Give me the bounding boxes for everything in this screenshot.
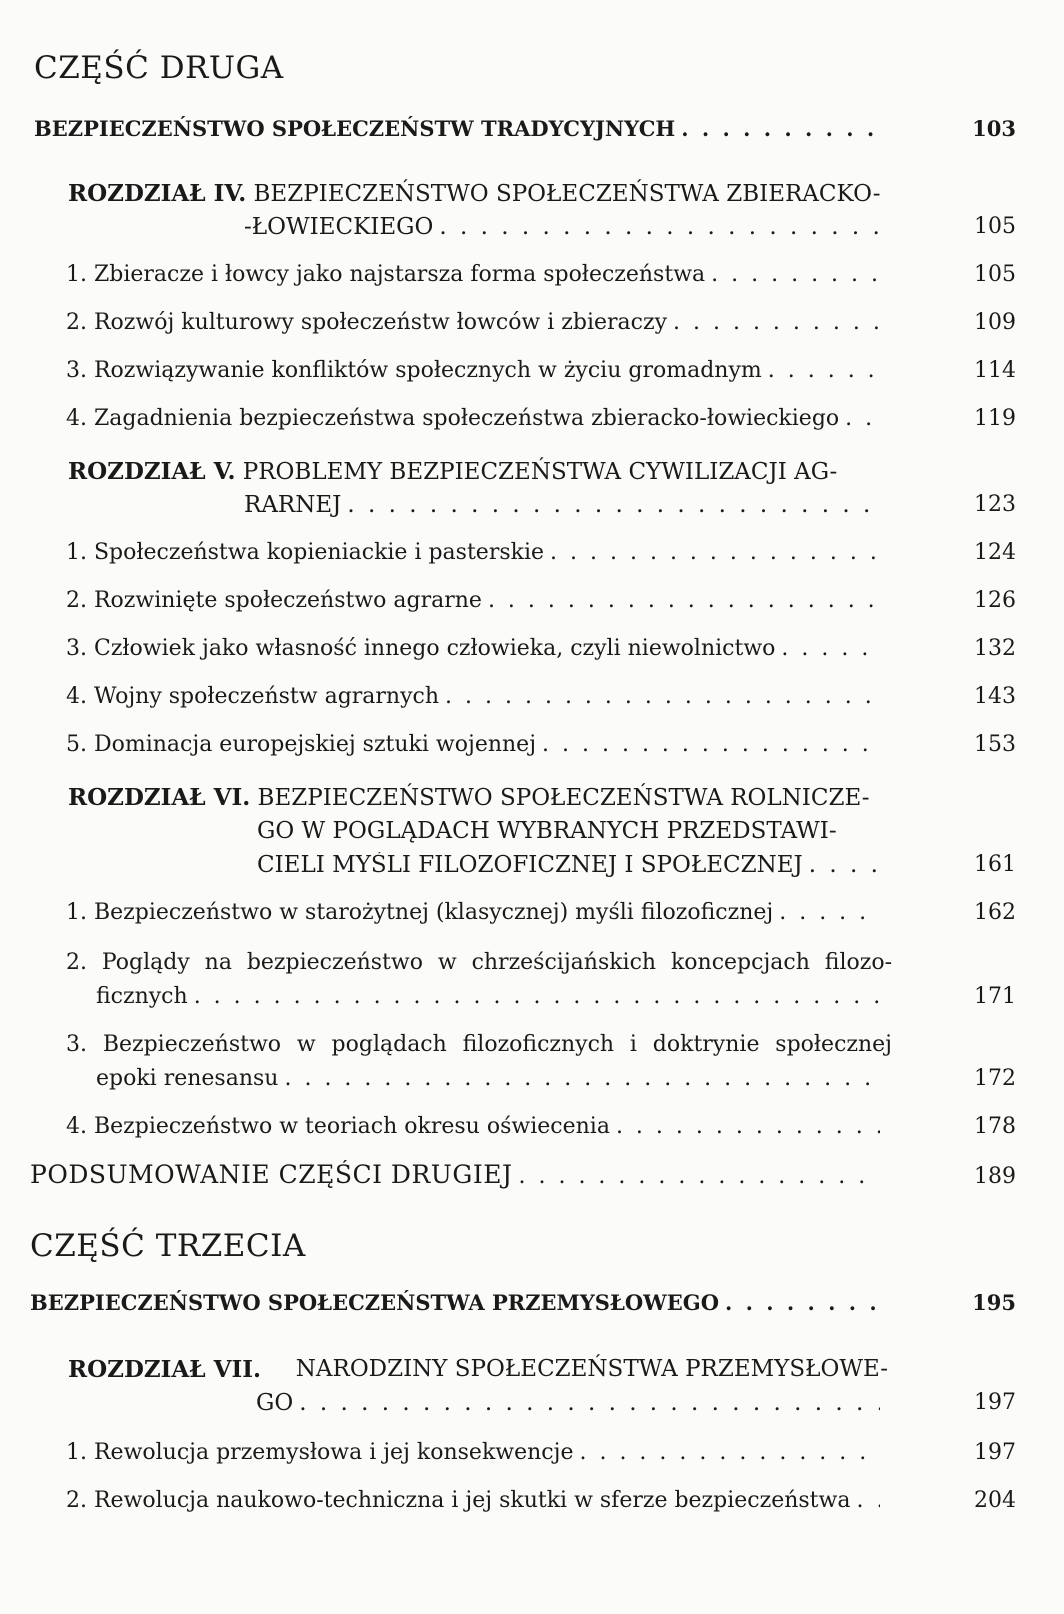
toc-entry	[0, 732, 1064, 772]
leader-dots	[341, 492, 880, 518]
leader-dots	[775, 636, 880, 661]
chapter-title-end	[0, 492, 1064, 532]
page-number: 126	[974, 588, 1016, 613]
chapter-label: ROZDZIAŁ V.	[68, 458, 236, 485]
part-title: CZĘŚĆ TRZECIA	[30, 1228, 306, 1264]
page-number: 132	[974, 636, 1016, 661]
toc-entry	[0, 900, 1064, 940]
entry-title: 3. Rozwiązywanie konfliktów społecznych w życiu gromadnym	[66, 358, 762, 383]
section-title: BEZPIECZEŃSTWO SPOŁECZEŃSTWA PRZEMYSŁOWEGO	[30, 1290, 719, 1315]
leader-dots	[773, 900, 880, 925]
chapter-heading	[68, 784, 869, 811]
entry-title-line: 3. Bezpieczeństwo w poglądach filozoficznych i doktrynie społecznej	[66, 1032, 892, 1057]
chapter-heading	[68, 180, 881, 207]
leader-dots	[278, 1066, 880, 1091]
entry-title: 1. Bezpieczeństwo w starożytnej (klasycznej) myśli filozoficznej	[66, 900, 774, 925]
chapter-title-line: BEZPIECZEŃSTWO SPOŁECZEŃSTWA ZBIERACKO-	[253, 181, 881, 207]
page-number: 124	[974, 540, 1016, 565]
page-number: 197	[974, 1440, 1016, 1465]
toc-entry	[0, 984, 1064, 1024]
entry-title: 2. Rewolucja naukowo-techniczna i jej skutki w sferze bezpieczeństwa	[66, 1488, 851, 1513]
entry-title: 4. Wojny społeczeństw agrarnych	[66, 684, 440, 709]
section-entry	[0, 1290, 1064, 1330]
chapter-heading	[68, 458, 837, 485]
toc-entry	[0, 684, 1064, 724]
leader-dots	[839, 406, 880, 431]
leader-dots	[762, 358, 880, 383]
leader-dots	[719, 1290, 880, 1315]
leader-dots	[188, 984, 880, 1009]
page-number: 105	[974, 214, 1016, 239]
leader-dots	[667, 310, 880, 335]
leader-dots	[536, 732, 880, 757]
page-number: 143	[974, 684, 1016, 709]
leader-dots	[482, 588, 880, 613]
summary-title: PODSUMOWANIE CZĘŚCI DRUGIEJ	[30, 1160, 513, 1189]
toc-entry	[0, 406, 1064, 446]
leader-dots	[573, 1440, 880, 1465]
leader-dots	[433, 214, 880, 240]
toc-entry	[0, 358, 1064, 398]
chapter-label: ROZDZIAŁ VI.	[68, 784, 251, 811]
leader-dots	[512, 1164, 880, 1189]
entry-title: 1. Zbieracze i łowcy jako najstarsza forma społeczeństwa	[66, 262, 706, 287]
summary-entry	[0, 1160, 1064, 1200]
toc-entry	[0, 1066, 1064, 1106]
page-number: 105	[974, 262, 1016, 287]
page-number: 153	[974, 732, 1016, 757]
chapter-title-line: GO W POGLĄDACH WYBRANYCH PRZEDSTAWI-	[257, 818, 837, 844]
leader-dots	[705, 262, 880, 287]
chapter-title-line: GO	[256, 1390, 294, 1416]
entry-title: epoki renesansu	[96, 1066, 279, 1091]
toc-entry	[0, 1440, 1064, 1480]
chapter-title-line: NARODZINY SPOŁECZEŃSTWA PRZEMYSŁOWE-	[295, 1356, 888, 1382]
entry-title: 3. Człowiek jako własność innego człowieka, czyli niewolnictwo	[66, 636, 776, 661]
chapter-label: ROZDZIAŁ IV.	[68, 180, 247, 207]
page-number: 162	[974, 900, 1016, 925]
chapter-title-end	[0, 852, 1064, 892]
page-number: 171	[974, 984, 1016, 1009]
toc-entry	[0, 1114, 1064, 1154]
page-number: 197	[974, 1390, 1016, 1415]
toc-entry	[0, 1488, 1064, 1528]
section-title: BEZPIECZEŃSTWO SPOŁECZEŃSTW TRADYCYJNYCH	[34, 116, 676, 141]
page-number: 103	[972, 116, 1016, 141]
chapter-label: ROZDZIAŁ VII.	[68, 1356, 261, 1383]
chapter-heading	[68, 1356, 888, 1383]
page-number: 119	[974, 406, 1016, 431]
toc-entry	[0, 588, 1064, 628]
leader-dots	[803, 852, 880, 878]
chapter-title-line: RARNEJ	[244, 492, 342, 518]
entry-title: 1. Rewolucja przemysłowa i jej konsekwencje	[66, 1440, 574, 1465]
page-number: 114	[974, 358, 1016, 383]
leader-dots	[544, 540, 880, 565]
chapter-title-line: -ŁOWIECKIEGO	[244, 214, 434, 240]
toc-entry	[0, 310, 1064, 350]
chapter-title-line: BEZPIECZEŃSTWO SPOŁECZEŃSTWA ROLNICZE-	[257, 785, 870, 811]
page-number: 109	[974, 310, 1016, 335]
chapter-title-line: CIELI MYŚLI FILOZOFICZNEJ I SPOŁECZNEJ	[257, 852, 803, 878]
page-number: 172	[974, 1066, 1016, 1091]
page-number: 178	[974, 1114, 1016, 1139]
page-number: 161	[974, 852, 1016, 877]
entry-title: 1. Społeczeństwa kopieniackie i pasterskie	[66, 540, 545, 565]
chapter-title-end	[0, 1390, 1064, 1430]
page-number: 204	[974, 1488, 1016, 1513]
leader-dots	[610, 1114, 880, 1139]
leader-dots	[293, 1390, 880, 1416]
page-number: 189	[974, 1164, 1016, 1189]
entry-title: 2. Rozwinięte społeczeństwo agrarne	[66, 588, 482, 613]
entry-title: 5. Dominacja europejskiej sztuki wojennej	[66, 732, 537, 757]
section-entry	[0, 116, 1064, 156]
leader-dots	[850, 1488, 880, 1513]
chapter-title-line: PROBLEMY BEZPIECZEŃSTWA CYWILIZACJI AG-	[242, 459, 838, 485]
entry-title: ficznych	[96, 984, 188, 1009]
leader-dots	[675, 116, 880, 141]
page-number: 123	[974, 492, 1016, 517]
toc-entry	[0, 262, 1064, 302]
chapter-title-end	[0, 214, 1064, 254]
entry-title: 4. Zagadnienia bezpieczeństwa społeczeństwa zbieracko-łowieckiego	[66, 406, 840, 431]
part-title: CZĘŚĆ DRUGA	[34, 50, 284, 86]
entry-title-line: 2. Poglądy na bezpieczeństwo w chrześcijańskich koncepcjach filozo-	[66, 950, 892, 975]
toc-entry	[0, 636, 1064, 676]
entry-title: 2. Rozwój kulturowy społeczeństw łowców i zbieraczy	[66, 310, 667, 335]
toc-entry	[0, 540, 1064, 580]
leader-dots	[439, 684, 880, 709]
entry-title: 4. Bezpieczeństwo w teoriach okresu oświecenia	[66, 1114, 610, 1139]
page-number: 195	[972, 1290, 1016, 1315]
